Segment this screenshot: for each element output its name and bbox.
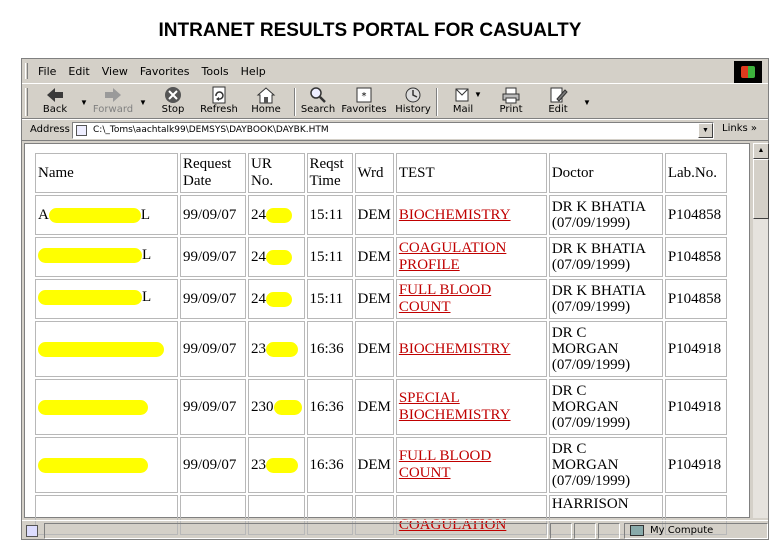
doctor-cell: DR K BHATIA (07/09/1999) — [549, 237, 663, 277]
zone-label: My Compute — [650, 525, 714, 536]
ur-no-cell: 23 — [248, 437, 305, 493]
home-button[interactable] — [241, 86, 291, 118]
back-button[interactable] — [30, 86, 80, 118]
request-time-cell: 15:11 — [307, 195, 353, 235]
page-icon — [76, 125, 87, 136]
browser-window — [21, 58, 769, 540]
patient-name-cell — [35, 437, 178, 493]
mail-dropdown-icon[interactable]: ▼ — [474, 90, 482, 99]
ur-no-cell: 230 — [248, 379, 305, 435]
table-row — [35, 237, 727, 277]
back-label: Back — [42, 104, 68, 115]
status-pane — [550, 523, 572, 539]
ur-no-cell: 24 — [248, 195, 305, 235]
table-row — [35, 321, 727, 377]
lab-no-cell: P104858 — [665, 195, 727, 235]
redaction-mark — [266, 458, 298, 473]
redaction-mark — [49, 208, 141, 223]
patient-name-cell: A L — [35, 195, 178, 235]
redaction-mark — [266, 250, 292, 265]
address-label: Address — [30, 124, 70, 135]
doctor-cell: DR K BHATIA (07/09/1999) — [549, 195, 663, 235]
table-row — [35, 437, 727, 493]
menu-favorites[interactable]: Favorites — [139, 65, 190, 78]
links-button[interactable]: Links » — [722, 123, 758, 134]
header-request-date: Request Date — [180, 153, 246, 193]
slide-title: INTRANET RESULTS PORTAL FOR CASUALTY — [158, 20, 582, 41]
status-pane — [574, 523, 596, 539]
status-bar — [22, 520, 768, 540]
ward-cell: DEM — [355, 195, 394, 235]
header-reqst-time: Reqst Time — [307, 153, 353, 193]
home-label: Home — [251, 104, 281, 115]
stop-button[interactable] — [148, 86, 198, 118]
scroll-thumb[interactable] — [753, 159, 769, 219]
refresh-icon — [209, 86, 229, 104]
redaction-mark — [38, 458, 148, 473]
back-dropdown-icon[interactable]: ▼ — [80, 98, 88, 107]
test-link[interactable]: BIOCHEMISTRY — [396, 195, 547, 235]
forward-icon — [103, 86, 123, 104]
toolbar — [22, 83, 768, 119]
patient-name-cell — [35, 321, 178, 377]
address-bar — [22, 119, 768, 141]
search-button[interactable] — [293, 86, 343, 118]
menu-edit[interactable]: Edit — [68, 65, 90, 78]
table-row — [35, 279, 727, 319]
print-label: Print — [499, 104, 523, 115]
results-table — [33, 151, 729, 537]
doctor-cell: DR K BHATIA (07/09/1999) — [549, 279, 663, 319]
patient-name-cell: L — [35, 237, 178, 277]
header-lab-no: Lab.No. — [665, 153, 727, 193]
ur-no-cell: 24 — [248, 279, 305, 319]
request-date-cell: 99/09/07 — [180, 237, 246, 277]
ward-cell: DEM — [355, 379, 394, 435]
links-chevron-icon: » — [750, 123, 758, 134]
ur-no-cell: 24 — [248, 237, 305, 277]
doctor-cell: HARRISON — [549, 495, 663, 535]
print-button[interactable] — [486, 86, 536, 118]
redaction-mark — [38, 290, 142, 305]
mail-icon — [453, 86, 473, 104]
search-label: Search — [300, 104, 336, 115]
address-dropdown-icon[interactable]: ▼ — [698, 123, 713, 138]
redaction-mark — [38, 342, 164, 357]
menu-bar — [22, 59, 768, 83]
request-time-cell: 15:11 — [307, 279, 353, 319]
menu-view[interactable]: View — [101, 65, 128, 78]
table-row — [35, 195, 727, 235]
request-date-cell: 99/09/07 — [180, 321, 246, 377]
ward-cell: DEM — [355, 279, 394, 319]
header-ur-no: UR No. — [248, 153, 305, 193]
menu-tools[interactable]: Tools — [201, 65, 229, 78]
request-date-cell: 99/09/07 — [180, 279, 246, 319]
redaction-mark — [274, 400, 302, 415]
test-link[interactable]: BIOCHEMISTRY — [396, 321, 547, 377]
test-link[interactable]: COAGULATION PROFILE — [396, 237, 547, 277]
doctor-cell: DR C MORGAN (07/09/1999) — [549, 437, 663, 493]
search-icon — [308, 86, 328, 104]
edit-label: Edit — [548, 104, 568, 115]
request-time-cell: 16:36 — [307, 437, 353, 493]
favorites-icon — [354, 86, 374, 104]
ward-cell: DEM — [355, 437, 394, 493]
mail-label: Mail — [452, 104, 474, 115]
ward-cell: DEM — [355, 237, 394, 277]
test-link[interactable]: SPECIAL BIOCHEMISTRY — [396, 379, 547, 435]
menu-file[interactable]: File — [38, 65, 57, 78]
status-pane-main — [44, 523, 548, 539]
test-link[interactable]: FULL BLOOD COUNT — [396, 279, 547, 319]
ur-no-cell: 23 — [248, 321, 305, 377]
redaction-mark — [266, 292, 292, 307]
address-input[interactable] — [72, 122, 714, 139]
refresh-label: Refresh — [200, 104, 238, 115]
doctor-cell: DR C MORGAN (07/09/1999) — [549, 321, 663, 377]
ward-cell: DEM — [355, 321, 394, 377]
redaction-mark — [266, 342, 298, 357]
test-link[interactable]: FULL BLOOD COUNT — [396, 437, 547, 493]
header-test: TEST — [396, 153, 547, 193]
edit-icon — [548, 86, 568, 104]
request-time-cell: 16:36 — [307, 379, 353, 435]
favorites-button[interactable] — [339, 86, 389, 118]
history-button[interactable] — [388, 86, 438, 118]
table-header-row — [35, 153, 727, 193]
lab-no-cell: P104858 — [665, 279, 727, 319]
page-icon — [26, 525, 38, 537]
back-icon — [45, 86, 65, 104]
print-icon — [501, 86, 521, 104]
status-pane — [598, 523, 620, 539]
doctor-cell: DR C MORGAN (07/09/1999) — [549, 379, 663, 435]
request-time-cell: 15:11 — [307, 237, 353, 277]
computer-icon — [630, 525, 644, 536]
lab-no-cell: P104918 — [665, 379, 727, 435]
stop-label: Stop — [161, 104, 185, 115]
edit-button[interactable] — [533, 86, 583, 118]
history-icon — [403, 86, 423, 104]
test-link[interactable]: COAGULATION — [396, 495, 547, 535]
patient-name-cell — [35, 379, 178, 435]
lab-no-cell: P104918 — [665, 321, 727, 377]
history-label: History — [395, 104, 431, 115]
scroll-up-icon[interactable]: ▲ — [753, 143, 769, 159]
address-url: C:\_Toms\aachtalk99\DEMSYS\DAYBOOK\DAYBK.HTM — [93, 125, 329, 135]
forward-label: Forward — [92, 104, 134, 115]
redaction-mark — [266, 208, 292, 223]
windows-logo-icon — [734, 61, 762, 83]
header-wrd: Wrd — [355, 153, 394, 193]
refresh-button[interactable] — [194, 86, 244, 118]
redaction-mark — [38, 400, 148, 415]
lab-no-cell: P104918 — [665, 437, 727, 493]
vertical-scrollbar[interactable] — [752, 143, 768, 518]
header-doctor: Doctor — [549, 153, 663, 193]
home-icon — [256, 86, 276, 104]
lab-no-cell: P104858 — [665, 237, 727, 277]
forward-button[interactable] — [88, 86, 138, 118]
request-date-cell: 99/09/07 — [180, 437, 246, 493]
stop-icon — [163, 86, 183, 104]
table-row — [35, 379, 727, 435]
redaction-mark — [38, 248, 142, 263]
request-date-cell: 99/09/07 — [180, 195, 246, 235]
menu-help[interactable]: Help — [240, 65, 266, 78]
request-time-cell: 16:36 — [307, 321, 353, 377]
svg-text:*: * — [361, 91, 367, 102]
toolbar-grip[interactable] — [25, 88, 28, 116]
header-name: Name — [35, 153, 178, 193]
forward-dropdown-icon[interactable]: ▼ — [139, 98, 147, 107]
patient-name-cell: L — [35, 279, 178, 319]
favorites-label: Favorites — [341, 104, 387, 115]
request-date-cell: 99/09/07 — [180, 379, 246, 435]
menu-grip[interactable] — [25, 63, 28, 79]
edit-dropdown-icon[interactable]: ▼ — [583, 98, 591, 107]
